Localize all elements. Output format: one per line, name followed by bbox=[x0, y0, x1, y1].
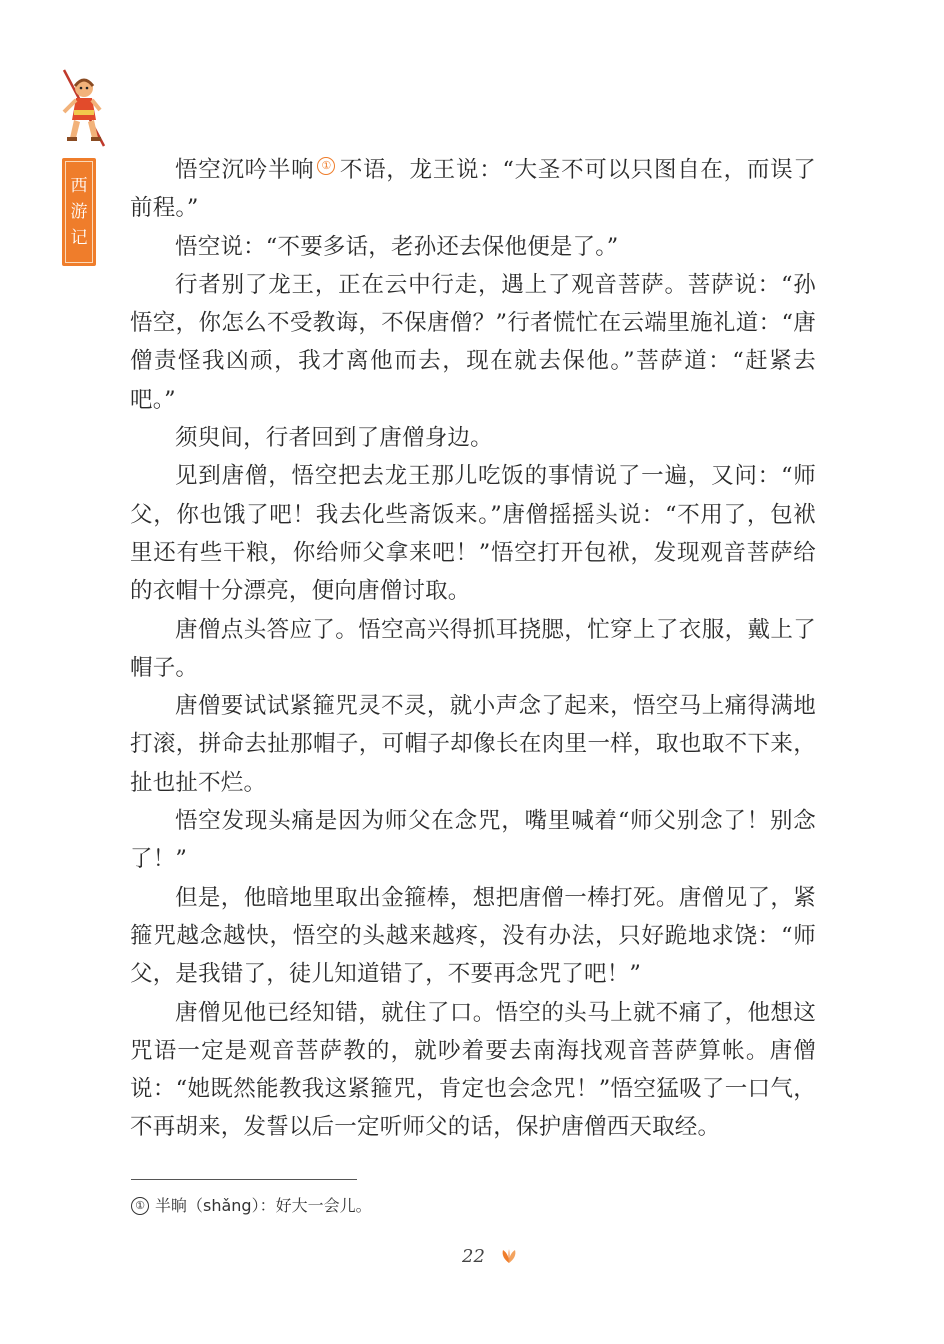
paragraph: 唐僧见他已经知错，就住了口。悟空的头马上就不痛了，他想这咒语一定是观音菩萨教的，就吵着要去南海找观音菩萨算帐。唐僧说：“她既然能教我这紧箍咒，肯定也会念咒！”悟空猛吸了一口气，不再胡来，发誓以后一定听师父的话，保护唐僧西天取经。 bbox=[130, 999, 816, 1141]
footnote bbox=[131, 1193, 372, 1216]
footnote-divider bbox=[131, 1179, 357, 1180]
footnote-text: 半晌（shǎng）：好大一会儿。 bbox=[155, 1196, 372, 1215]
footnote-reference[interactable]: ① bbox=[317, 157, 335, 175]
book-title-char: 西 bbox=[70, 176, 88, 196]
paragraph: 但是，他暗地里取出金箍棒，想把唐僧一棒打死。唐僧见了，紧箍咒越念越快，悟空的头越来越疼，没有办法，只好跪地求饶：“师父，是我错了，徒儿知道错了，不要再念咒了吧！” bbox=[130, 884, 816, 988]
page-number: 22 bbox=[462, 1246, 485, 1267]
paragraph: 行者别了龙王，正在云中行走，遇上了观音菩萨。菩萨说：“孙悟空，你怎么不受教诲，不保唐僧？”行者慌忙在云端里施礼道：“唐僧责怪我凶顽，我才离他而去，现在就去保他。”菩萨道：“赶紧去吧。” bbox=[130, 271, 816, 413]
paragraph: 悟空说：“不要多话，老孙还去保他便是了。” bbox=[175, 233, 619, 260]
book-title-tab bbox=[62, 158, 96, 266]
story-text bbox=[130, 151, 816, 1147]
paragraph: 悟空沉吟半响 ① 不语，龙王说：“大圣不可以只图自在，而误了前程。” bbox=[130, 157, 816, 222]
leaf-ornament-icon bbox=[498, 1248, 520, 1264]
paragraph: 唐僧要试试紧箍咒灵不灵，就小声念了起来，悟空马上痛得满地打滚，拼命去扯那帽子，可帽子却像长在肉里一样，取也取不下来，扯也扯不烂。 bbox=[130, 693, 816, 796]
paragraph: 悟空发现头痛是因为师父在念咒，嘴里喊着“师父别念了！别念了！” bbox=[130, 808, 816, 873]
footnote-marker: ① bbox=[131, 1197, 149, 1215]
paragraph: 唐僧点头答应了。悟空高兴得抓耳挠腮，忙穿上了衣服，戴上了帽子。 bbox=[130, 616, 816, 681]
paragraph: 须臾间，行者回到了唐僧身边。 bbox=[175, 425, 493, 452]
book-title-char: 记 bbox=[70, 228, 88, 248]
paragraph: 见到唐僧，悟空把去龙王那儿吃饭的事情说了一遍，又问：“师父，你也饿了吧！我去化些斋饭来。”唐僧摇摇头说：“不用了，包袱里还有些干粮，你给师父拿来吧！”悟空打开包袱，发现观音菩萨给的衣帽十分漂亮，便向唐僧讨取。 bbox=[130, 463, 816, 605]
monkey-king-icon bbox=[54, 66, 114, 150]
book-title-char: 游 bbox=[70, 202, 88, 222]
